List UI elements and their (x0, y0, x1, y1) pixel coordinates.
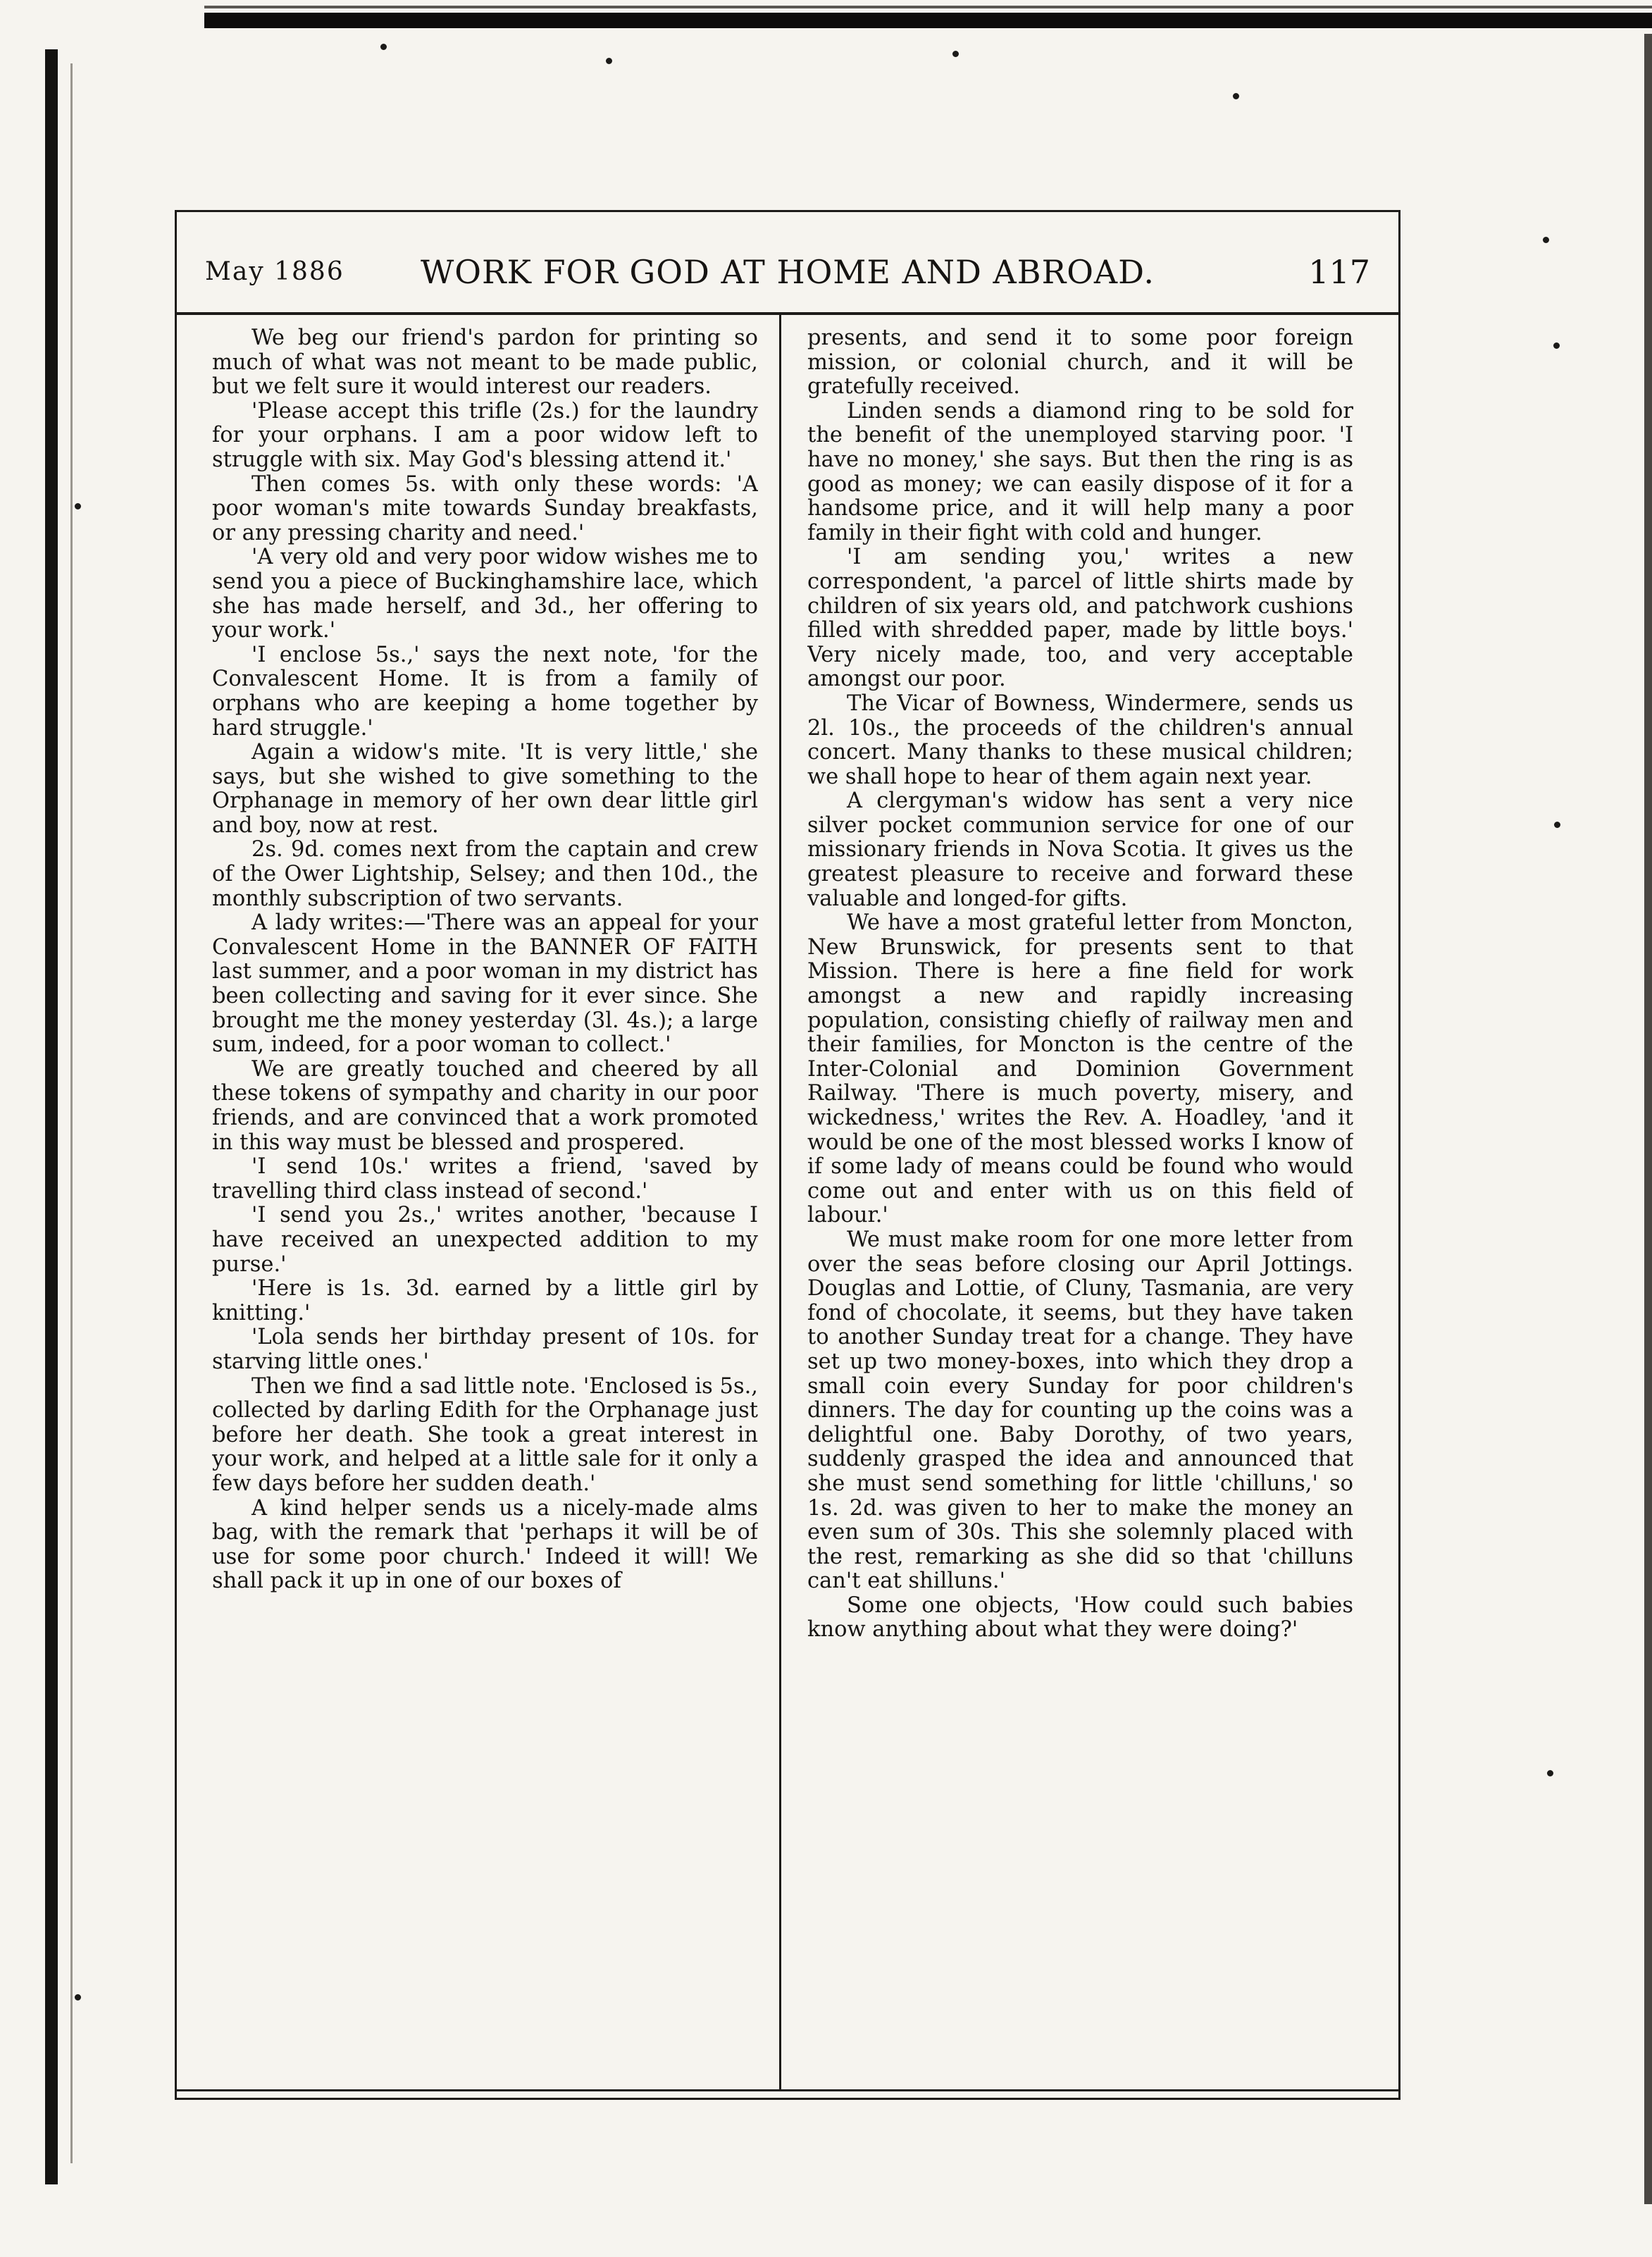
scan-speck (1543, 237, 1549, 243)
paragraph-continued: presents, and send it to some poor foreign mission, or colonial church, and it will be gratefully received. (807, 326, 1353, 400)
scan-top-rule (204, 13, 1652, 28)
column-divider (779, 315, 781, 2089)
running-head-title: WORK FOR GOD AT HOME AND ABROAD. (420, 253, 1155, 291)
paragraph: We have a most grateful letter from Moncton, New Brunswick, for presents sent to that Mission. There is here a fine field for work amongst a new and rapidly increasing population, consisting chiefly of railway men and their families, for Moncton is the centre of the Inter-Colonial and Dominion Government Railway. 'There is much poverty, misery, and wickedness,' writes the Rev. A. Hoadley, 'and it would be one of the most blessed works I know of if some lady of means could be found who would come out and enter with us on this field of labour.' (807, 910, 1353, 1228)
scan-right-edge (1644, 34, 1652, 2204)
running-head-date: May 1886 (205, 257, 344, 286)
paragraph: 'Here is 1s. 3d. earned by a little girl by knitting.' (212, 1276, 758, 1325)
paragraph: A clergyman's widow has sent a very nice silver pocket communion service for one of our missionary friends in Nova Scotia. It gives us the greatest pleasure to receive and forward these valuable and longed-for gifts. (807, 789, 1353, 911)
scan-speck (1233, 93, 1239, 99)
scan-speck (1553, 342, 1560, 349)
paragraph: We are greatly touched and cheered by all these tokens of sympathy and charity in our poor friends, and are convinced that a work promoted in this way must be blessed and prospered. (212, 1056, 758, 1155)
paragraph: 'Please accept this trifle (2s.) for the laundry for your orphans. I am a poor widow left to struggle with six. May God's blessing attend it.' (212, 398, 758, 472)
paragraph: A lady writes:—'There was an appeal for your Convalescent Home in the BANNER OF FAITH last summer, and a poor woman in my district has been collecting and saving for it ever since. She brought me the money yesterday (3l. 4s.); a large sum, indeed, for a poor woman to collect.' (212, 910, 758, 1058)
page-number: 117 (1308, 253, 1370, 291)
scan-left-binding-edge (45, 49, 58, 2184)
paragraph: Then we find a sad little note. 'Enclosed is 5s., collected by darling Edith for the Orphanage just before her death. She took a great interest in your work, and helped at a little sale for it only a few days before her sudden death.' (212, 1373, 758, 1496)
running-head (205, 253, 1370, 295)
paragraph: 'I am sending you,' writes a new correspondent, 'a parcel of little shirts made by children of six years old, and patchwork cushions filled with shredded paper, made by little boys.' Very nicely made, too, and very acceptable amongst our poor. (807, 545, 1353, 692)
right-column (807, 326, 1353, 2081)
scan-left-thin-edge (70, 63, 73, 2163)
left-column (212, 326, 758, 2081)
scan-speck (1554, 822, 1560, 828)
paragraph: 'I send you 2s.,' writes another, 'because I have received an unexpected addition to my purse.' (212, 1203, 758, 1277)
scan-speck (952, 51, 959, 57)
scan-speck (606, 58, 612, 64)
paragraph: A kind helper sends us a nicely-made alms bag, with the remark that 'perhaps it will be of use for some poor church.' Indeed it will! We shall pack it up in one of our boxes of (212, 1495, 758, 1594)
paragraph: Again a widow's mite. 'It is very little,' she says, but she wished to give something to the Orphanage in memory of her own dear little girl and boy, now at rest. (212, 740, 758, 838)
scan-speck (75, 503, 81, 509)
scan-speck (1547, 1770, 1553, 1776)
paragraph: We beg our friend's pardon for printing so much of what was not meant to be made public, but we felt sure it would interest our readers. (212, 326, 758, 400)
scan-speck (380, 44, 387, 50)
paragraph: The Vicar of Bowness, Windermere, sends us 2l. 10s., the proceeds of the children's annual concert. Many thanks to these musical children; we shall hope to hear of them again next year. (807, 691, 1353, 789)
page-frame (175, 210, 1401, 2100)
scan-top-thin-rule (204, 6, 1652, 8)
paragraph: Then comes 5s. with only these words: 'A poor woman's mite towards Sunday breakfasts, or any pressing charity and need.' (212, 471, 758, 545)
paragraph: Some one objects, 'How could such babies know anything about what they were doing?' (807, 1593, 1353, 1643)
paragraph: 'I enclose 5s.,' says the next note, 'for the Convalescent Home. It is from a family of orphans who are keeping a home together by hard struggle.' (212, 642, 758, 741)
paragraph: 2s. 9d. comes next from the captain and crew of the Ower Lightship, Selsey; and then 10d., the monthly subscription of two servants. (212, 837, 758, 911)
paragraph: 'Lola sends her birthday present of 10s. for starving little ones.' (212, 1325, 758, 1374)
scan-speck (75, 1994, 81, 2001)
paragraph: Linden sends a diamond ring to be sold for the benefit of the unemployed starving poor. 'I have no money,' she says. But then the ring is as good as money; we can easily dispose of it for a handsome price, and it will help many a poor family in their fight with cold and hunger. (807, 398, 1353, 545)
footer-rule (177, 2089, 1398, 2091)
paragraph: 'I send 10s.' writes a friend, 'saved by travelling third class instead of second.' (212, 1154, 758, 1204)
paragraph: We must make room for one more letter from over the seas before closing our April Jottings. Douglas and Lottie, of Cluny, Tasmania, are very fond of chocolate, it seems, but they have taken to another Sunday treat for a change. They have set up two money-boxes, into which they drop a small coin every Sunday for poor children's dinners. The day for counting up the coins was a delightful one. Baby Dorothy, of two years, suddenly grasped the idea and announced that she must send something for little 'chilluns,' so 1s. 2d. was given to her to make the money an even sum of 30s. This she solemnly placed with the rest, remarking as she did so that 'chilluns can't eat shilluns.' (807, 1227, 1353, 1594)
paragraph: 'A very old and very poor widow wishes me to send you a piece of Buckinghamshire lace, which she has made herself, and 3d., her offering to your work.' (212, 545, 758, 643)
header-rule (177, 312, 1398, 315)
